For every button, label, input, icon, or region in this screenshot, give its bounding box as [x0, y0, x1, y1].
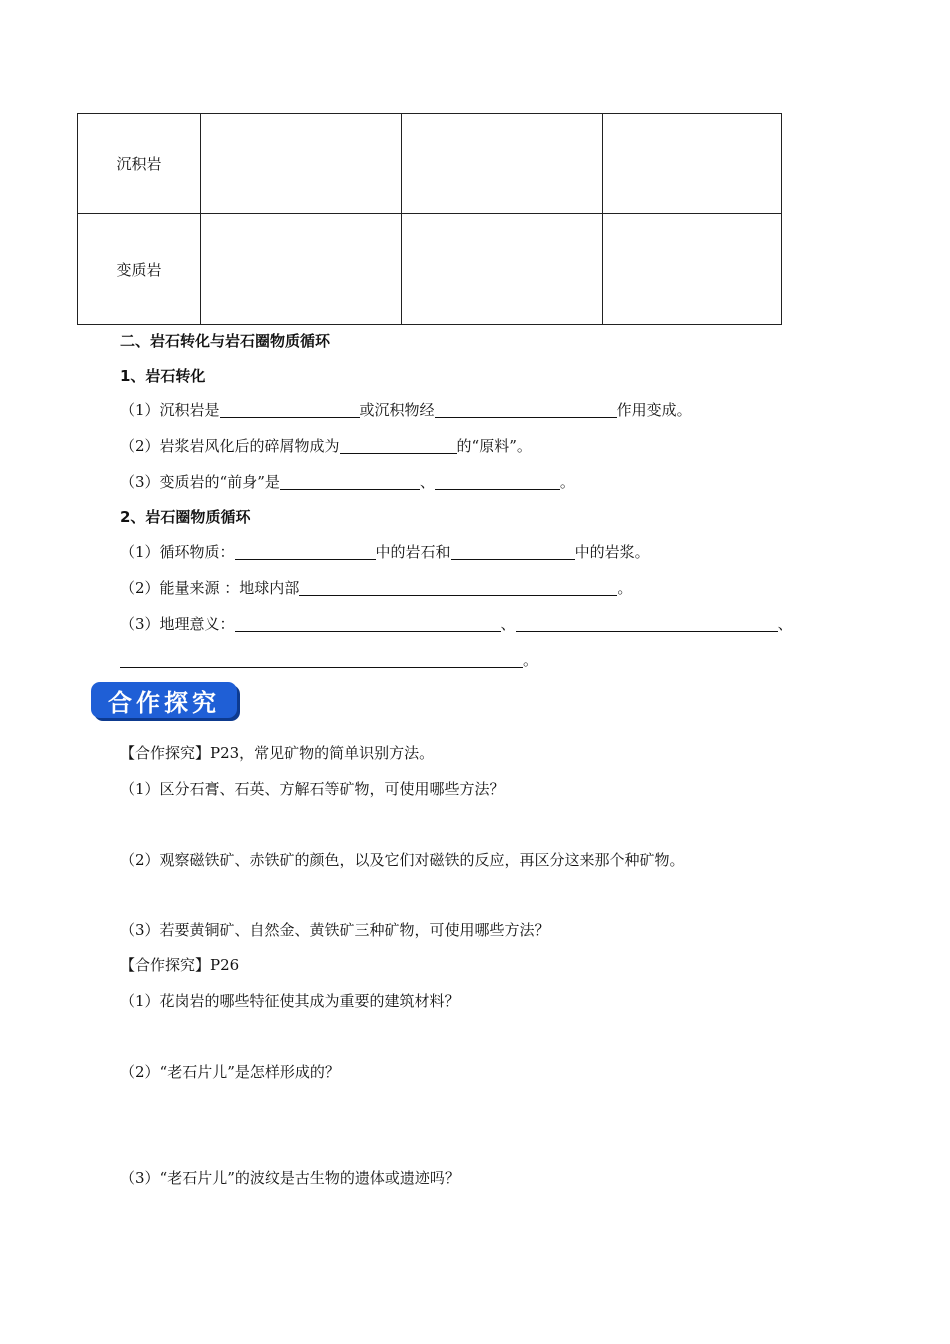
row-label-sedimentary: 沉积岩 — [78, 114, 201, 214]
coop-question-6: （3）“老石片儿”的波纹是古生物的遗体或遗迹吗？ — [120, 1169, 460, 1187]
question-2-3-continued — [120, 650, 538, 670]
answer-blank[interactable] — [235, 615, 501, 632]
question-text: （2）能量来源 ：地球内部 — [120, 579, 300, 597]
question-text: （2）岩浆岩风化后的碎屑物成为 — [120, 437, 340, 455]
question-text: 、 — [500, 615, 516, 633]
answer-blank[interactable] — [120, 651, 523, 668]
answer-blank[interactable] — [220, 401, 360, 418]
table-cell — [402, 214, 603, 325]
question-text: （1）沉积岩是 — [120, 401, 220, 419]
coop-heading-p26: 【合作探究】P26 — [120, 956, 240, 974]
question-text: 中的岩石和 — [375, 543, 451, 561]
answer-blank[interactable] — [280, 473, 420, 490]
question-1-1 — [120, 400, 692, 420]
answer-blank[interactable] — [516, 615, 778, 632]
question-text: 中的岩浆。 — [574, 543, 650, 561]
question-text: 、 — [777, 615, 793, 633]
section2-title: 二、岩石转化与岩石圈物质循环 — [120, 332, 331, 350]
question-1-2 — [120, 436, 532, 456]
question-text: （3）变质岩的“前身”是 — [120, 473, 280, 491]
question-text: 、 — [419, 473, 435, 491]
table-cell — [603, 114, 782, 214]
table-cell — [201, 114, 402, 214]
table-cell — [201, 214, 402, 325]
coop-question-3: （3）若要黄铜矿、自然金、黄铁矿三种矿物，可使用哪些方法？ — [120, 921, 550, 939]
answer-blank[interactable] — [299, 579, 617, 596]
answer-blank[interactable] — [435, 473, 560, 490]
answer-blank[interactable] — [435, 401, 617, 418]
question-2-2 — [120, 578, 632, 598]
coop-question-1: （1）区分石膏、石英、方解石等矿物，可使用哪些方法？ — [120, 780, 505, 798]
rock-type-table — [77, 113, 782, 325]
question-2-3 — [120, 614, 793, 634]
row-label-metamorphic: 变质岩 — [78, 214, 201, 325]
question-text: 。 — [523, 651, 539, 669]
coop-question-5: （2）“老石片儿”是怎样形成的？ — [120, 1063, 340, 1081]
question-2-1 — [120, 542, 650, 562]
coop-question-2: （2）观察磁铁矿、赤铁矿的颜色，以及它们对磁铁的反应，再区分这来那个种矿物。 — [120, 851, 685, 869]
coop-heading-p23: 【合作探究】P23，常见矿物的简单识别方法。 — [120, 744, 435, 762]
cooperative-inquiry-banner: 合作探究 — [91, 682, 237, 718]
question-text: 作用变成。 — [616, 401, 692, 419]
answer-blank[interactable] — [451, 543, 575, 560]
answer-blank[interactable] — [340, 437, 457, 454]
subsection2-title: 2、岩石圈物质循环 — [120, 508, 251, 526]
question-text: 。 — [617, 579, 633, 597]
question-text: 或沉积物经 — [359, 401, 435, 419]
subsection1-title: 1、岩石转化 — [120, 367, 206, 385]
table-cell — [603, 214, 782, 325]
question-text: （1）循环物质： — [120, 543, 235, 561]
question-text: （3）地理意义： — [120, 615, 235, 633]
question-text: 的“原料”。 — [456, 437, 532, 455]
question-1-3 — [120, 472, 575, 492]
coop-question-4: （1）花岗岩的哪些特征使其成为重要的建筑材料？ — [120, 992, 460, 1010]
table-row — [78, 114, 782, 214]
table-cell — [402, 114, 603, 214]
table-row — [78, 214, 782, 325]
question-text: 。 — [559, 473, 575, 491]
answer-blank[interactable] — [235, 543, 376, 560]
